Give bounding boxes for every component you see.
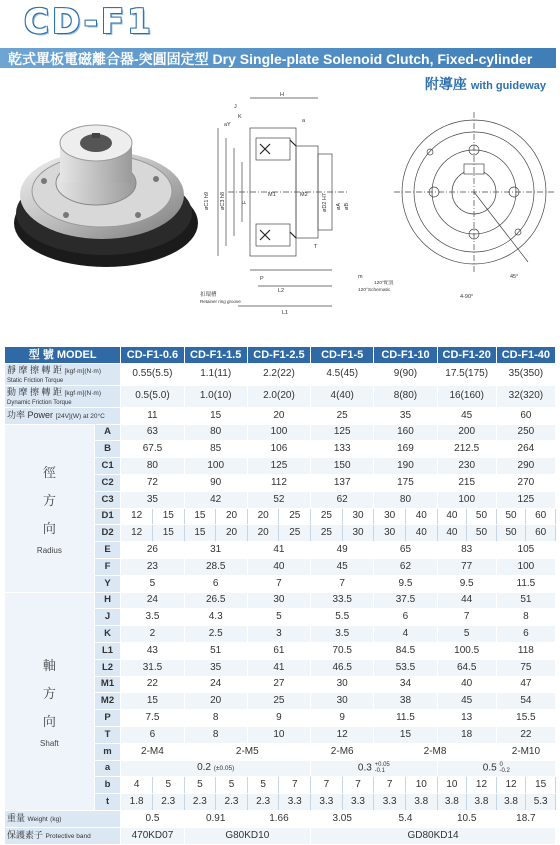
table-cell: 2.0(20) [247,385,310,407]
row-label: D2 [94,525,121,542]
table-cell: 3.3 [374,794,406,811]
table-cell: 52 [247,491,310,508]
table-cell: 169 [374,441,437,458]
table-cell: 40 [247,558,310,575]
table-cell: 37.5 [374,592,437,609]
table-cell: 25 [311,508,343,525]
table-cell: 8 [184,710,247,727]
row-label: P [94,710,121,727]
model-header-row [5,347,556,364]
power-row [5,407,556,424]
table-cell: 264 [496,441,555,458]
table-cell: 84.5 [374,642,437,659]
row-label: T [94,726,121,743]
table-cell: 18 [437,726,496,743]
model-header-cell: CD-F1-40 [496,347,555,364]
table-cell: 6 [121,726,184,743]
table-cell: 250 [496,424,555,441]
table-cell: 25 [311,525,343,542]
dynamic-torque-row [5,385,556,407]
table-cell: 0.5(5.0) [121,385,184,407]
table-cell: 12 [496,777,526,794]
subtitle-banner [0,48,556,68]
table-cell: 200 [437,424,496,441]
model-header-cell: CD-F1-0.6 [121,347,184,364]
radius-group-label: 徑 方 向 Radius [5,424,95,592]
table-cell: 0.5 [121,810,184,827]
radius-row-a [5,424,556,441]
dynamic-torque-label: 動 摩 擦 轉 距 [kgf·m](N·m) Dynamic Friction Torque [5,385,121,407]
table-cell: 20 [247,508,279,525]
table-cell: 44 [437,592,496,609]
table-cell: 35 [374,407,437,424]
table-cell: 3.5 [121,609,184,626]
table-cell: 7 [247,575,310,592]
table-cell: 15 [184,525,216,542]
side-view [200,92,394,316]
table-cell: 77 [437,558,496,575]
table-cell: 215 [437,474,496,491]
table-cell: 3.8 [405,794,437,811]
table-cell: 2-M4 [121,743,184,760]
power-label: 功率 Power [24V](W) at 20°C [5,407,121,424]
table-cell: 26 [121,542,184,559]
table-cell: 70.5 [311,642,374,659]
table-cell: 15 [374,726,437,743]
table-cell: 270 [496,474,555,491]
table-cell: 1.8 [121,794,153,811]
table-cell: 35 [184,659,247,676]
table-cell: 3.8 [467,794,497,811]
table-cell: 15 [184,407,247,424]
table-cell: 5 [247,609,310,626]
table-cell: 15 [121,693,184,710]
table-cell: 9.5 [374,575,437,592]
table-cell: 3.5 [311,626,374,643]
row-label: M1 [94,676,121,693]
table-cell: 38 [374,693,437,710]
row-label: t [94,794,121,811]
row-label: M2 [94,693,121,710]
table-cell: 5 [216,777,248,794]
table-cell: 30 [374,508,406,525]
table-cell: 51 [184,642,247,659]
row-label: C2 [94,474,121,491]
table-cell: 30 [247,592,310,609]
table-cell: 40 [437,676,496,693]
dim-f-label: F [242,200,248,204]
table-cell: 85 [184,441,247,458]
table-cell: 9(90) [374,363,437,385]
table-cell: 2-M6 [311,743,374,760]
table-cell: 7.5 [121,710,184,727]
row-label: L1 [94,642,121,659]
table-cell: 11.5 [496,575,555,592]
dim-l2-label: L2 [278,288,285,294]
groove-label-zh: 扣環槽 [200,292,217,298]
table-cell: 5 [184,777,216,794]
table-cell: 3.8 [437,794,467,811]
row-label: A [94,424,121,441]
table-cell: 470KD07 [121,827,184,844]
table-cell: 80 [184,424,247,441]
table-cell: 5.3 [526,794,556,811]
table-cell: 47 [496,676,555,693]
table-cell: 17.5(175) [437,363,496,385]
model-header-label: 型 號 MODEL [5,347,121,364]
model-header-cell: CD-F1-2.5 [247,347,310,364]
table-cell: 2 [121,626,184,643]
groove-label-en: Retainer ring groove [200,299,241,304]
angle-45-label: 45° [510,274,519,280]
table-cell: 12 [311,726,374,743]
table-cell: 24 [121,592,184,609]
table-cell: 30 [311,676,374,693]
table-cell: 3.05 [311,810,374,827]
row-label: Y [94,575,121,592]
table-cell: 2-M10 [496,743,555,760]
table-cell: 30 [342,525,374,542]
row-label: m [94,743,121,760]
table-cell: 7 [311,575,374,592]
table-cell: 1.1(11) [184,363,247,385]
dim-a-diam-label: øA [336,202,342,210]
table-cell: 30 [374,525,406,542]
table-cell: 4 [374,626,437,643]
band-row [5,827,556,844]
table-cell: 40 [437,525,467,542]
table-cell: 50 [467,508,497,525]
dim-a-label: a [302,118,306,124]
dim-l1-label: L1 [282,310,289,316]
table-cell: 75 [496,659,555,676]
table-cell: 118 [496,642,555,659]
row-label: B [94,441,121,458]
table-cell: 6 [184,575,247,592]
dim-d2-label: øD2 H7 [322,193,328,212]
table-cell: 61 [247,642,310,659]
dim-m2-label: M2 [300,192,308,198]
table-cell: 12 [467,777,497,794]
table-cell: 7 [437,609,496,626]
dim-c1-label: øC1 h9 [204,191,210,210]
table-cell: 20 [247,407,310,424]
table-cell: 2.3 [247,794,279,811]
table-cell: 6 [496,626,555,643]
table-cell: 0.2 (±0.05) [121,760,311,777]
table-cell: 54 [496,693,555,710]
table-cell: 7 [342,777,374,794]
model-title: CD-F1 [24,2,154,42]
table-cell: 100 [496,558,555,575]
table-cell: 112 [247,474,310,491]
table-cell: 3 [247,626,310,643]
dim-c3-label: øC3 h8 [220,191,226,210]
row-label: J [94,609,121,626]
table-cell: 190 [374,458,437,475]
table-cell: 5 [437,626,496,643]
table-cell: 40 [405,508,437,525]
table-cell: 2-M8 [374,743,496,760]
table-cell: 100 [437,491,496,508]
table-cell: 3.8 [496,794,526,811]
table-cell: 15 [184,508,216,525]
table-cell: 23 [121,558,184,575]
table-cell: 45 [437,407,496,424]
table-cell: 5 [121,575,184,592]
table-cell: 46.5 [311,659,374,676]
clutch-photo [6,95,200,271]
table-cell: 6 [374,609,437,626]
schematic-label: 120°Schematic [358,288,391,293]
table-cell: 41 [247,659,310,676]
table-cell: 9.5 [437,575,496,592]
table-cell: 30 [342,508,374,525]
row-label: K [94,626,121,643]
table-cell: 4.3 [184,609,247,626]
table-cell: 24 [184,676,247,693]
row-label: H [94,592,121,609]
table-cell: 16(160) [437,385,496,407]
table-cell: 2.3 [152,794,184,811]
row-label: C3 [94,491,121,508]
dim-b-diam-label: øB [344,202,350,210]
guideway-en: with guideway [470,80,546,92]
table-cell: 3.3 [342,794,374,811]
table-cell: 20 [216,525,248,542]
table-cell: 5.5 [311,609,374,626]
table-cell: 26.5 [184,592,247,609]
table-cell: 22 [496,726,555,743]
dim-h-label: H [280,92,284,98]
table-cell: 45 [311,558,374,575]
table-cell: 10.5 [437,810,496,827]
table-cell: 67.5 [121,441,184,458]
table-cell: 3.3 [311,794,343,811]
table-cell: 11 [121,407,184,424]
table-cell: 80 [374,491,437,508]
table-cell: GD80KD14 [311,827,556,844]
table-cell: 1.66 [247,810,310,827]
table-cell: 20 [184,693,247,710]
table-cell: 27 [247,676,310,693]
table-cell: 33.5 [311,592,374,609]
table-cell: G80KD10 [184,827,311,844]
table-cell: 4.5(45) [311,363,374,385]
band-label: 保護素子 Protective band [5,827,121,844]
table-cell: 150 [311,458,374,475]
table-cell: 2.3 [216,794,248,811]
table-cell: 83 [437,542,496,559]
table-cell: 5 [152,777,184,794]
row-label: a [94,760,121,777]
table-cell: 15 [152,508,184,525]
table-cell: 11.5 [374,710,437,727]
table-cell: 65 [374,542,437,559]
table-cell: 5.4 [374,810,437,827]
table-cell: 290 [496,458,555,475]
table-cell: 50 [496,508,526,525]
table-cell: 60 [526,508,556,525]
table-cell: 15 [526,777,556,794]
schematic-zh: 120°配置 [374,281,394,286]
table-cell: 0.91 [184,810,247,827]
table-cell: 12 [121,525,153,542]
table-cell: 15 [152,525,184,542]
table-cell: 125 [247,458,310,475]
table-cell: 105 [496,542,555,559]
table-cell: 7 [374,777,406,794]
table-cell: 9 [247,710,310,727]
table-cell: 62 [374,558,437,575]
weight-label: 重量 Weight (kg) [5,810,121,827]
table-cell: 100 [184,458,247,475]
row-label: F [94,558,121,575]
table-cell: 18.7 [496,810,555,827]
table-cell: 72 [121,474,184,491]
table-cell: 50 [467,525,497,542]
table-cell: 34 [374,676,437,693]
table-cell: 0.5 0 -0.2 [437,760,555,777]
table-cell: 28.5 [184,558,247,575]
table-cell: 8 [496,609,555,626]
table-cell: 125 [311,424,374,441]
table-cell: 53.5 [374,659,437,676]
table-cell: 8(80) [374,385,437,407]
m-label: m [358,274,363,280]
table-cell: 2.5 [184,626,247,643]
subtitle-text: 乾式單板電磁離合器-突圓固定型 Dry Single-plate Solenoid Clutch, Fixed-cylinder [8,51,533,67]
table-cell: 64.5 [437,659,496,676]
table-cell: 90 [184,474,247,491]
table-cell: 12 [121,508,153,525]
spec-table [4,346,556,845]
dim-t-label: T [314,244,318,250]
table-cell: 50 [496,525,526,542]
table-cell: 41 [247,542,310,559]
table-cell: 137 [311,474,374,491]
table-cell: 51 [496,592,555,609]
table-cell: 20 [216,508,248,525]
row-label: E [94,542,121,559]
table-cell: 62 [311,491,374,508]
table-cell: 42 [184,491,247,508]
table-cell: 40 [437,508,467,525]
table-cell: 9 [311,710,374,727]
table-cell: 25 [279,525,311,542]
weight-row [5,810,556,827]
table-cell: 35(350) [496,363,555,385]
table-cell: 13 [437,710,496,727]
table-cell: 40 [405,525,437,542]
table-cell: 35 [121,491,184,508]
table-cell: 31 [184,542,247,559]
table-cell: 80 [121,458,184,475]
table-cell: 43 [121,642,184,659]
table-cell: 100 [247,424,310,441]
model-header-cell: CD-F1-20 [437,347,496,364]
table-cell: 212.5 [437,441,496,458]
table-cell: 230 [437,458,496,475]
table-cell: 4(40) [311,385,374,407]
table-cell: 3.3 [279,794,311,811]
dim-p-label: P [260,276,264,282]
table-cell: 60 [496,407,555,424]
table-cell: 32(320) [496,385,555,407]
row-label: b [94,777,121,794]
table-cell: 22 [121,676,184,693]
table-cell: 10 [405,777,437,794]
table-cell: 31.5 [121,659,184,676]
table-cell: 45 [437,693,496,710]
row-label: C1 [94,458,121,475]
front-view [394,112,554,300]
table-cell: 2.3 [184,794,216,811]
table-cell: 4 [121,777,153,794]
model-header-cell: CD-F1-1.5 [184,347,247,364]
guideway-zh: 附導座 [424,76,467,92]
dim-k-label: K [238,114,242,120]
model-header-cell: CD-F1-5 [311,347,374,364]
table-cell: 2-M5 [184,743,311,760]
shaft-group-label: 軸 方 向 Shaft [5,592,95,810]
title-area [8,2,552,40]
static-torque-row [5,363,556,385]
table-cell: 25 [279,508,311,525]
table-cell: 0.3 +0.05 -0.1 [311,760,438,777]
table-cell: 60 [526,525,556,542]
table-cell: 0.55(5.5) [121,363,184,385]
dim-m1-label: M1 [268,192,276,198]
guideway-label [425,74,546,94]
table-cell: 7 [311,777,343,794]
table-cell: 133 [311,441,374,458]
dim-j-label: J [234,104,237,110]
table-cell: 8 [184,726,247,743]
dim-ay-label: aY [224,122,231,128]
static-torque-label: 靜 摩 擦 轉 距 [kgf·m](N·m) Static Friction Torque [5,363,121,385]
table-cell: 20 [247,525,279,542]
table-cell: 5 [247,777,279,794]
table-cell: 160 [374,424,437,441]
table-cell: 10 [437,777,467,794]
table-cell: 100.5 [437,642,496,659]
shaft-row-h [5,592,556,609]
row-label: D1 [94,508,121,525]
row-label: L2 [94,659,121,676]
model-header-cell: CD-F1-10 [374,347,437,364]
table-cell: 125 [496,491,555,508]
table-cell: 7 [279,777,311,794]
technical-drawing [198,92,554,318]
angle-4x90-label: 4-90° [460,294,474,300]
table-cell: 25 [311,407,374,424]
table-cell: 106 [247,441,310,458]
table-cell: 1.0(10) [184,385,247,407]
table-cell: 2.2(22) [247,363,310,385]
table-cell: 175 [374,474,437,491]
table-cell: 10 [247,726,310,743]
table-cell: 63 [121,424,184,441]
table-cell: 15.5 [496,710,555,727]
table-cell: 25 [247,693,310,710]
table-cell: 49 [311,542,374,559]
table-cell: 30 [311,693,374,710]
